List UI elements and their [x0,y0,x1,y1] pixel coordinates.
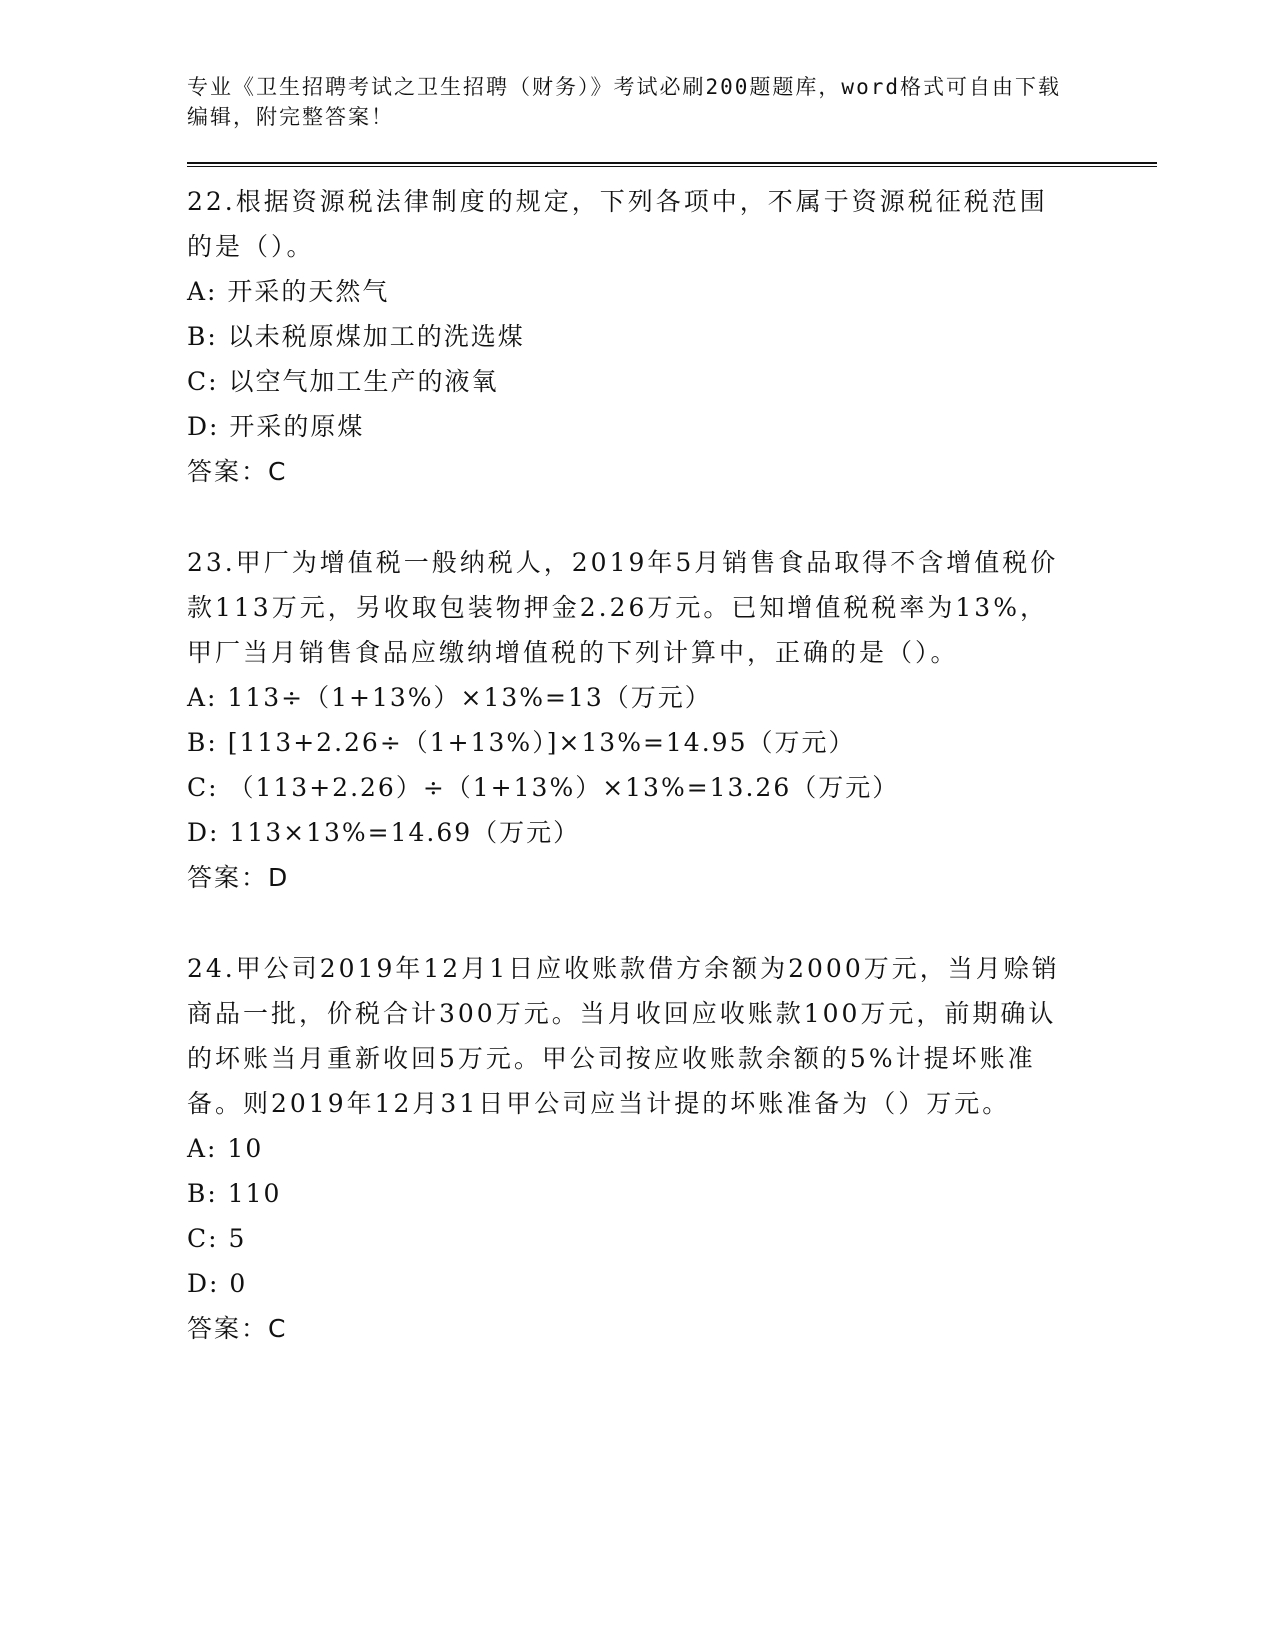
option-b: B: 以未税原煤加工的洗选煤 [187,322,525,351]
answer: 答案：C [187,457,288,486]
question-24 [187,946,1157,1351]
option-a: A: 开采的天然气 [187,277,390,306]
option-a: A: 113÷（1+13%）×13%=13（万元） [187,683,712,712]
question-stem: 24.甲公司2019年12月1日应收账款借方余额为2000万元，当月赊销商品一批，价税合计300万元。当月收回应收账款100万元，前期确认的坏账当月重新收回5万元。甲公司按应收账款余额的5%计提坏账准备。则2019年12月31日甲公司应当计提的坏账准备为（）万元。 [187,954,1060,1118]
document-header: 专业《卫生招聘考试之卫生招聘（财务）》考试必刷200题题库，word格式可自由下载编辑，附完整答案！ [187,75,1061,129]
document-page [187,72,1157,1351]
question-23 [187,540,1157,900]
answer: 答案：C [187,1314,288,1343]
option-c: C: （113+2.26）÷（1+13%）×13%=13.26（万元） [187,773,900,802]
option-d: D: 开采的原煤 [187,412,365,441]
option-d: D: 113×13%=14.69（万元） [187,818,581,847]
option-d: D: 0 [187,1269,248,1298]
option-b: B: [113+2.26÷（1+13%）]×13%=14.95（万元） [187,728,856,757]
question-stem: 23.甲厂为增值税一般纳税人，2019年5月销售食品取得不含增值税价款113万元，另收取包装物押金2.26万元。已知增值税税率为13%，甲厂当月销售食品应缴纳增值税的下列计算中，正确的是（）。 [187,548,1059,667]
header-divider [187,162,1157,167]
option-a: A: 10 [187,1134,264,1163]
answer: 答案：D [187,863,290,892]
question-stem: 22.根据资源税法律制度的规定，下列各项中，不属于资源税征税范围的是（）。 [187,187,1048,261]
question-22 [187,179,1157,494]
option-b: B: 110 [187,1179,282,1208]
option-c: C: 5 [187,1224,247,1253]
option-c: C: 以空气加工生产的液氧 [187,367,499,396]
